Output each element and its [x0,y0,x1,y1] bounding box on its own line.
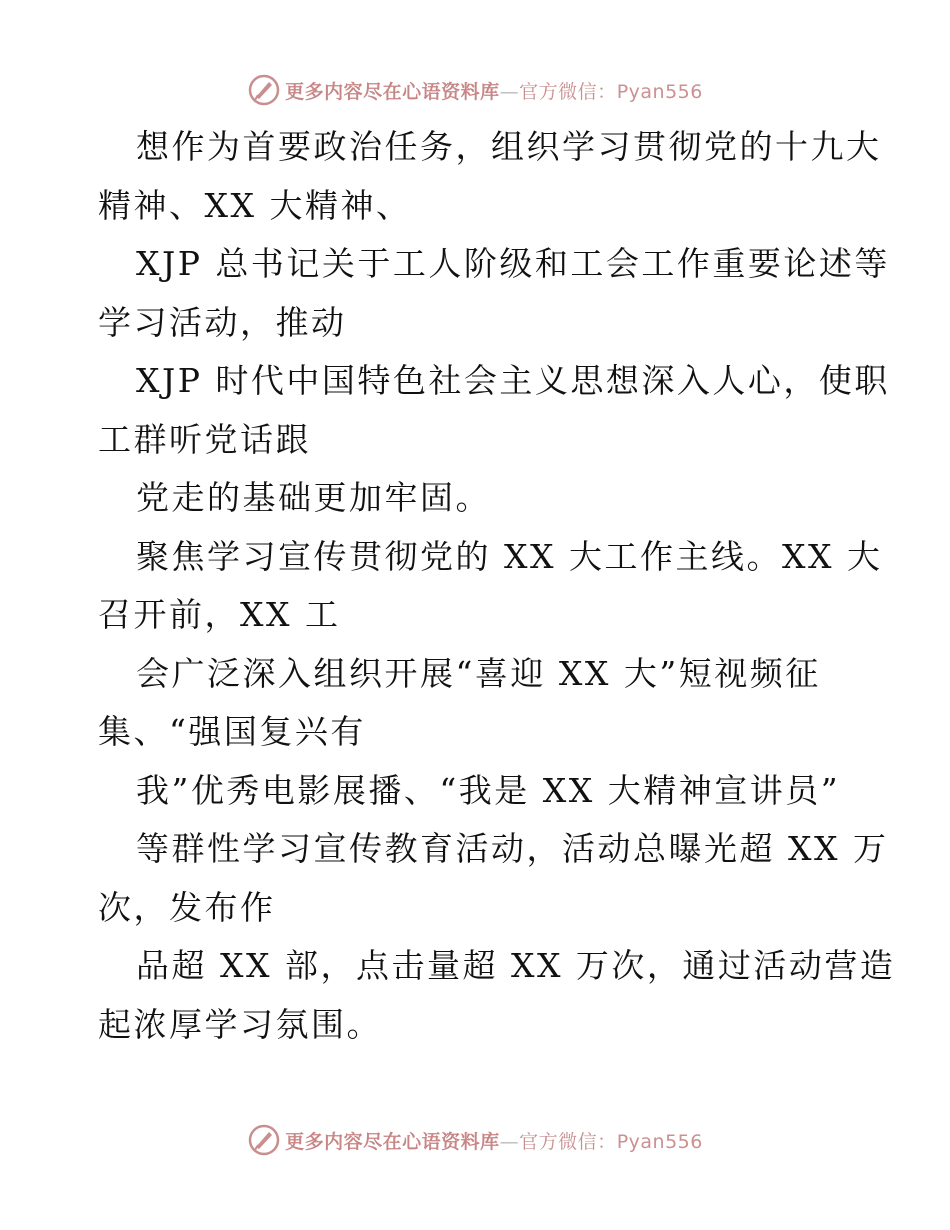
watermark-wechat-id: Pyan556 [616,1130,703,1153]
paragraph-line: 聚焦学习宣传贯彻党的 XX 大工作主线。XX 大 [136,536,883,576]
footer-watermark [0,1120,950,1160]
paragraph-line: XJP 总书记关于工人阶级和工会工作重要论述等 [136,244,890,283]
paragraph-line: 精神、XX 大精神、 [98,185,412,225]
paragraph-line: 会广泛深入组织开展“喜迎 XX 大”短视频征 [136,653,821,693]
watermark-wechat-label: 官方微信： [519,1130,617,1153]
paragraph-line: 学习活动，推动 [98,302,347,342]
watermark-wechat-id: Pyan556 [616,80,703,103]
paragraph-line: 想作为首要政治任务，组织学习贯彻党的十九大 [136,127,882,166]
paragraph-line: 次，发布作 [98,887,276,927]
watermark-main-text: 更多内容尽在心语资料库 [285,1130,500,1153]
watermark-main-text: 更多内容尽在心语资料库 [285,80,500,103]
quill-pen-circle-icon [247,1123,281,1157]
watermark-wechat-label: 官方微信： [519,80,617,103]
paragraph-line: 等群性学习宣传教育活动，活动总曝光超 XX 万 [136,829,889,868]
paragraph-line: 我”优秀电影展播、“我是 XX 大精神宣讲员” [136,770,841,810]
header-watermark [0,70,950,110]
paragraph-line: 党走的基础更加牢固。 [136,478,491,517]
paragraph-line: 召开前，XX 工 [98,595,341,634]
paragraph-line: XJP 时代中国特色社会主义思想深入人心，使职 [136,361,890,400]
watermark-separator: — [499,80,520,103]
watermark-text [285,1127,703,1154]
watermark-separator: — [499,1130,520,1153]
paragraph-line: 集、“强国复兴有 [98,712,366,751]
quill-pen-circle-icon [247,73,281,107]
document-body [98,118,896,1054]
paragraph-line: 品超 XX 部，点击量超 XX 万次，通过活动营造 [136,946,896,985]
paragraph-line: 工群听党话跟 [98,419,311,459]
watermark-text [285,77,703,104]
paragraph-line: 起浓厚学习氛围。 [98,1004,382,1044]
